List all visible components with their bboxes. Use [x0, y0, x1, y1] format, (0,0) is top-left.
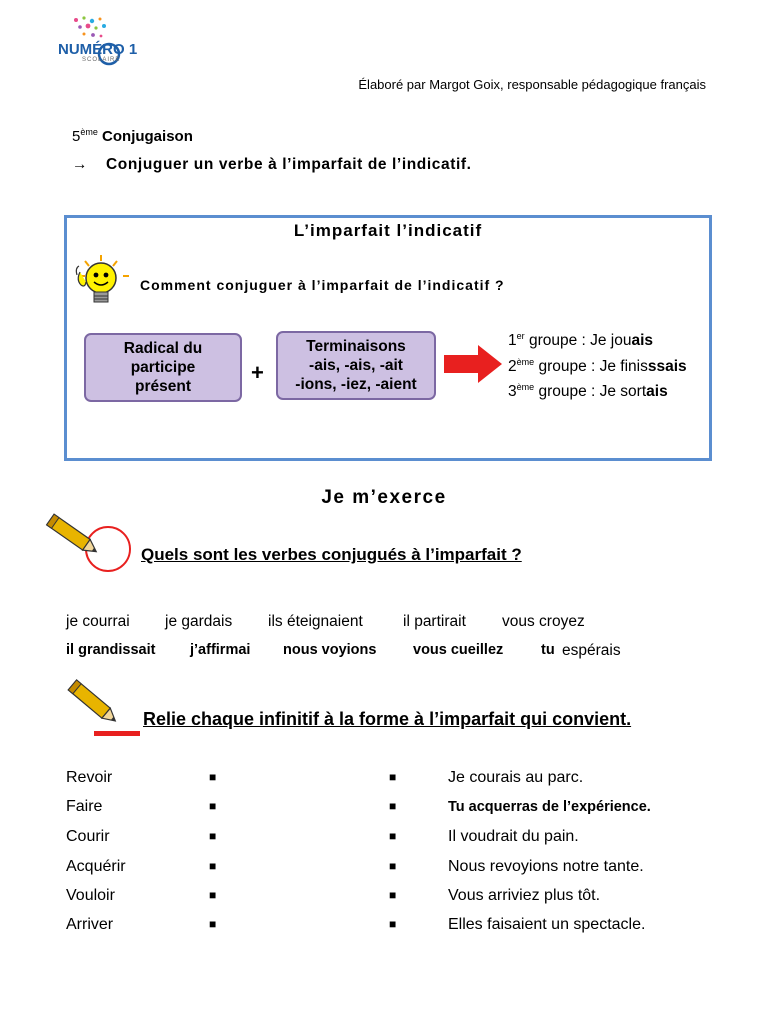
left-bullet[interactable]: ■ — [209, 770, 217, 784]
red-underline-mark — [94, 731, 140, 736]
objective — [72, 156, 472, 174]
endings-box — [276, 331, 436, 400]
right-bullet[interactable]: ■ — [389, 917, 397, 931]
verb-option: j’affirmai — [190, 642, 251, 658]
verbs-row-1 — [0, 613, 768, 635]
group-example: 1er groupe : Je jouais — [508, 331, 654, 350]
infinitive: Faire — [66, 798, 103, 815]
verb-option: ils éteignaient — [268, 613, 363, 630]
left-bullet[interactable]: ■ — [209, 799, 217, 813]
level-suffix: ème — [80, 127, 98, 137]
left-bullet[interactable]: ■ — [209, 917, 217, 931]
infinitive: Revoir — [66, 769, 113, 786]
right-bullet[interactable]: ■ — [389, 888, 397, 902]
imparfait-form: Je courais au parc. — [448, 769, 584, 786]
exercise2-title: Relie chaque infinitif à la forme à l’imparfait qui convient. — [143, 709, 632, 729]
endings-line: -ais, -ais, -ait — [309, 357, 403, 374]
imparfait-form: Nous revoyions notre tante. — [448, 858, 644, 875]
radical-line: participe — [130, 359, 196, 376]
imparfait-form: Il voudrait du pain. — [448, 828, 579, 845]
right-bullet[interactable]: ■ — [389, 859, 397, 873]
logo-subtext: SCOLAIRE — [82, 57, 121, 63]
infinitive: Acquérir — [66, 858, 126, 875]
subject-label: Conjugaison — [102, 128, 193, 145]
objective-text: Conjuguer un verbe à l’imparfait de l’indicatif. — [106, 156, 472, 173]
verb-option: il grandissait — [66, 642, 156, 658]
lesson-title: L’imparfait l’indicatif — [293, 221, 483, 240]
right-bullet[interactable]: ■ — [389, 829, 397, 843]
objective-arrow: → — [72, 156, 89, 173]
infinitive: Courir — [66, 828, 110, 845]
left-bullet[interactable]: ■ — [209, 888, 217, 902]
author-line: Élaboré par Margot Goix, responsable pédagogique français — [358, 77, 706, 92]
lightbulb-icon — [71, 252, 135, 310]
plus-sign: + — [251, 360, 264, 385]
logo-text: NUMÉRO 1 — [58, 41, 138, 58]
verb-option: je gardais — [165, 613, 233, 630]
group-examples — [508, 326, 687, 403]
imparfait-form: Tu acquerras de l’expérience. — [448, 799, 651, 815]
red-arrow-icon — [444, 345, 502, 383]
left-bullet[interactable]: ■ — [209, 859, 217, 873]
endings-line: Terminaisons — [306, 338, 406, 355]
infinitive: Vouloir — [66, 887, 115, 904]
verb-option: tu — [541, 642, 555, 658]
right-bullet[interactable]: ■ — [389, 799, 397, 813]
verb-option: espérais — [562, 642, 621, 659]
verb-option: vous croyez — [502, 613, 585, 630]
radical-line: Radical du — [123, 340, 203, 357]
verb-option: vous cueillez — [413, 642, 504, 658]
left-bullet[interactable]: ■ — [209, 829, 217, 843]
verb-option: il partirait — [403, 613, 466, 630]
level-number: 5 — [72, 128, 81, 145]
endings-line: -ions, -iez, -aient — [295, 376, 417, 393]
imparfait-form: Elles faisaient un spectacle. — [448, 916, 646, 933]
group-example: 2ème groupe : Je finisssais — [508, 356, 687, 375]
exercise1-title: Quels sont les verbes conjugués à l’imparfait ? — [141, 545, 522, 564]
lesson-question: Comment conjuguer à l’imparfait de l’indicatif ? — [140, 277, 505, 293]
verbs-row-2 — [0, 642, 768, 664]
group-example: 3ème groupe : Je sortais — [508, 382, 668, 401]
right-bullet[interactable]: ■ — [389, 770, 397, 784]
pencil-icon — [43, 511, 135, 575]
radical-box — [84, 333, 242, 402]
radical-line: présent — [134, 378, 191, 395]
infinitive: Arriver — [66, 916, 114, 933]
practice-title: Je m’exerce — [321, 487, 447, 508]
verb-option: nous voyions — [283, 642, 377, 658]
imparfait-form: Vous arriviez plus tôt. — [448, 887, 601, 904]
verb-option: je courrai — [66, 613, 130, 630]
level-heading — [72, 127, 193, 145]
